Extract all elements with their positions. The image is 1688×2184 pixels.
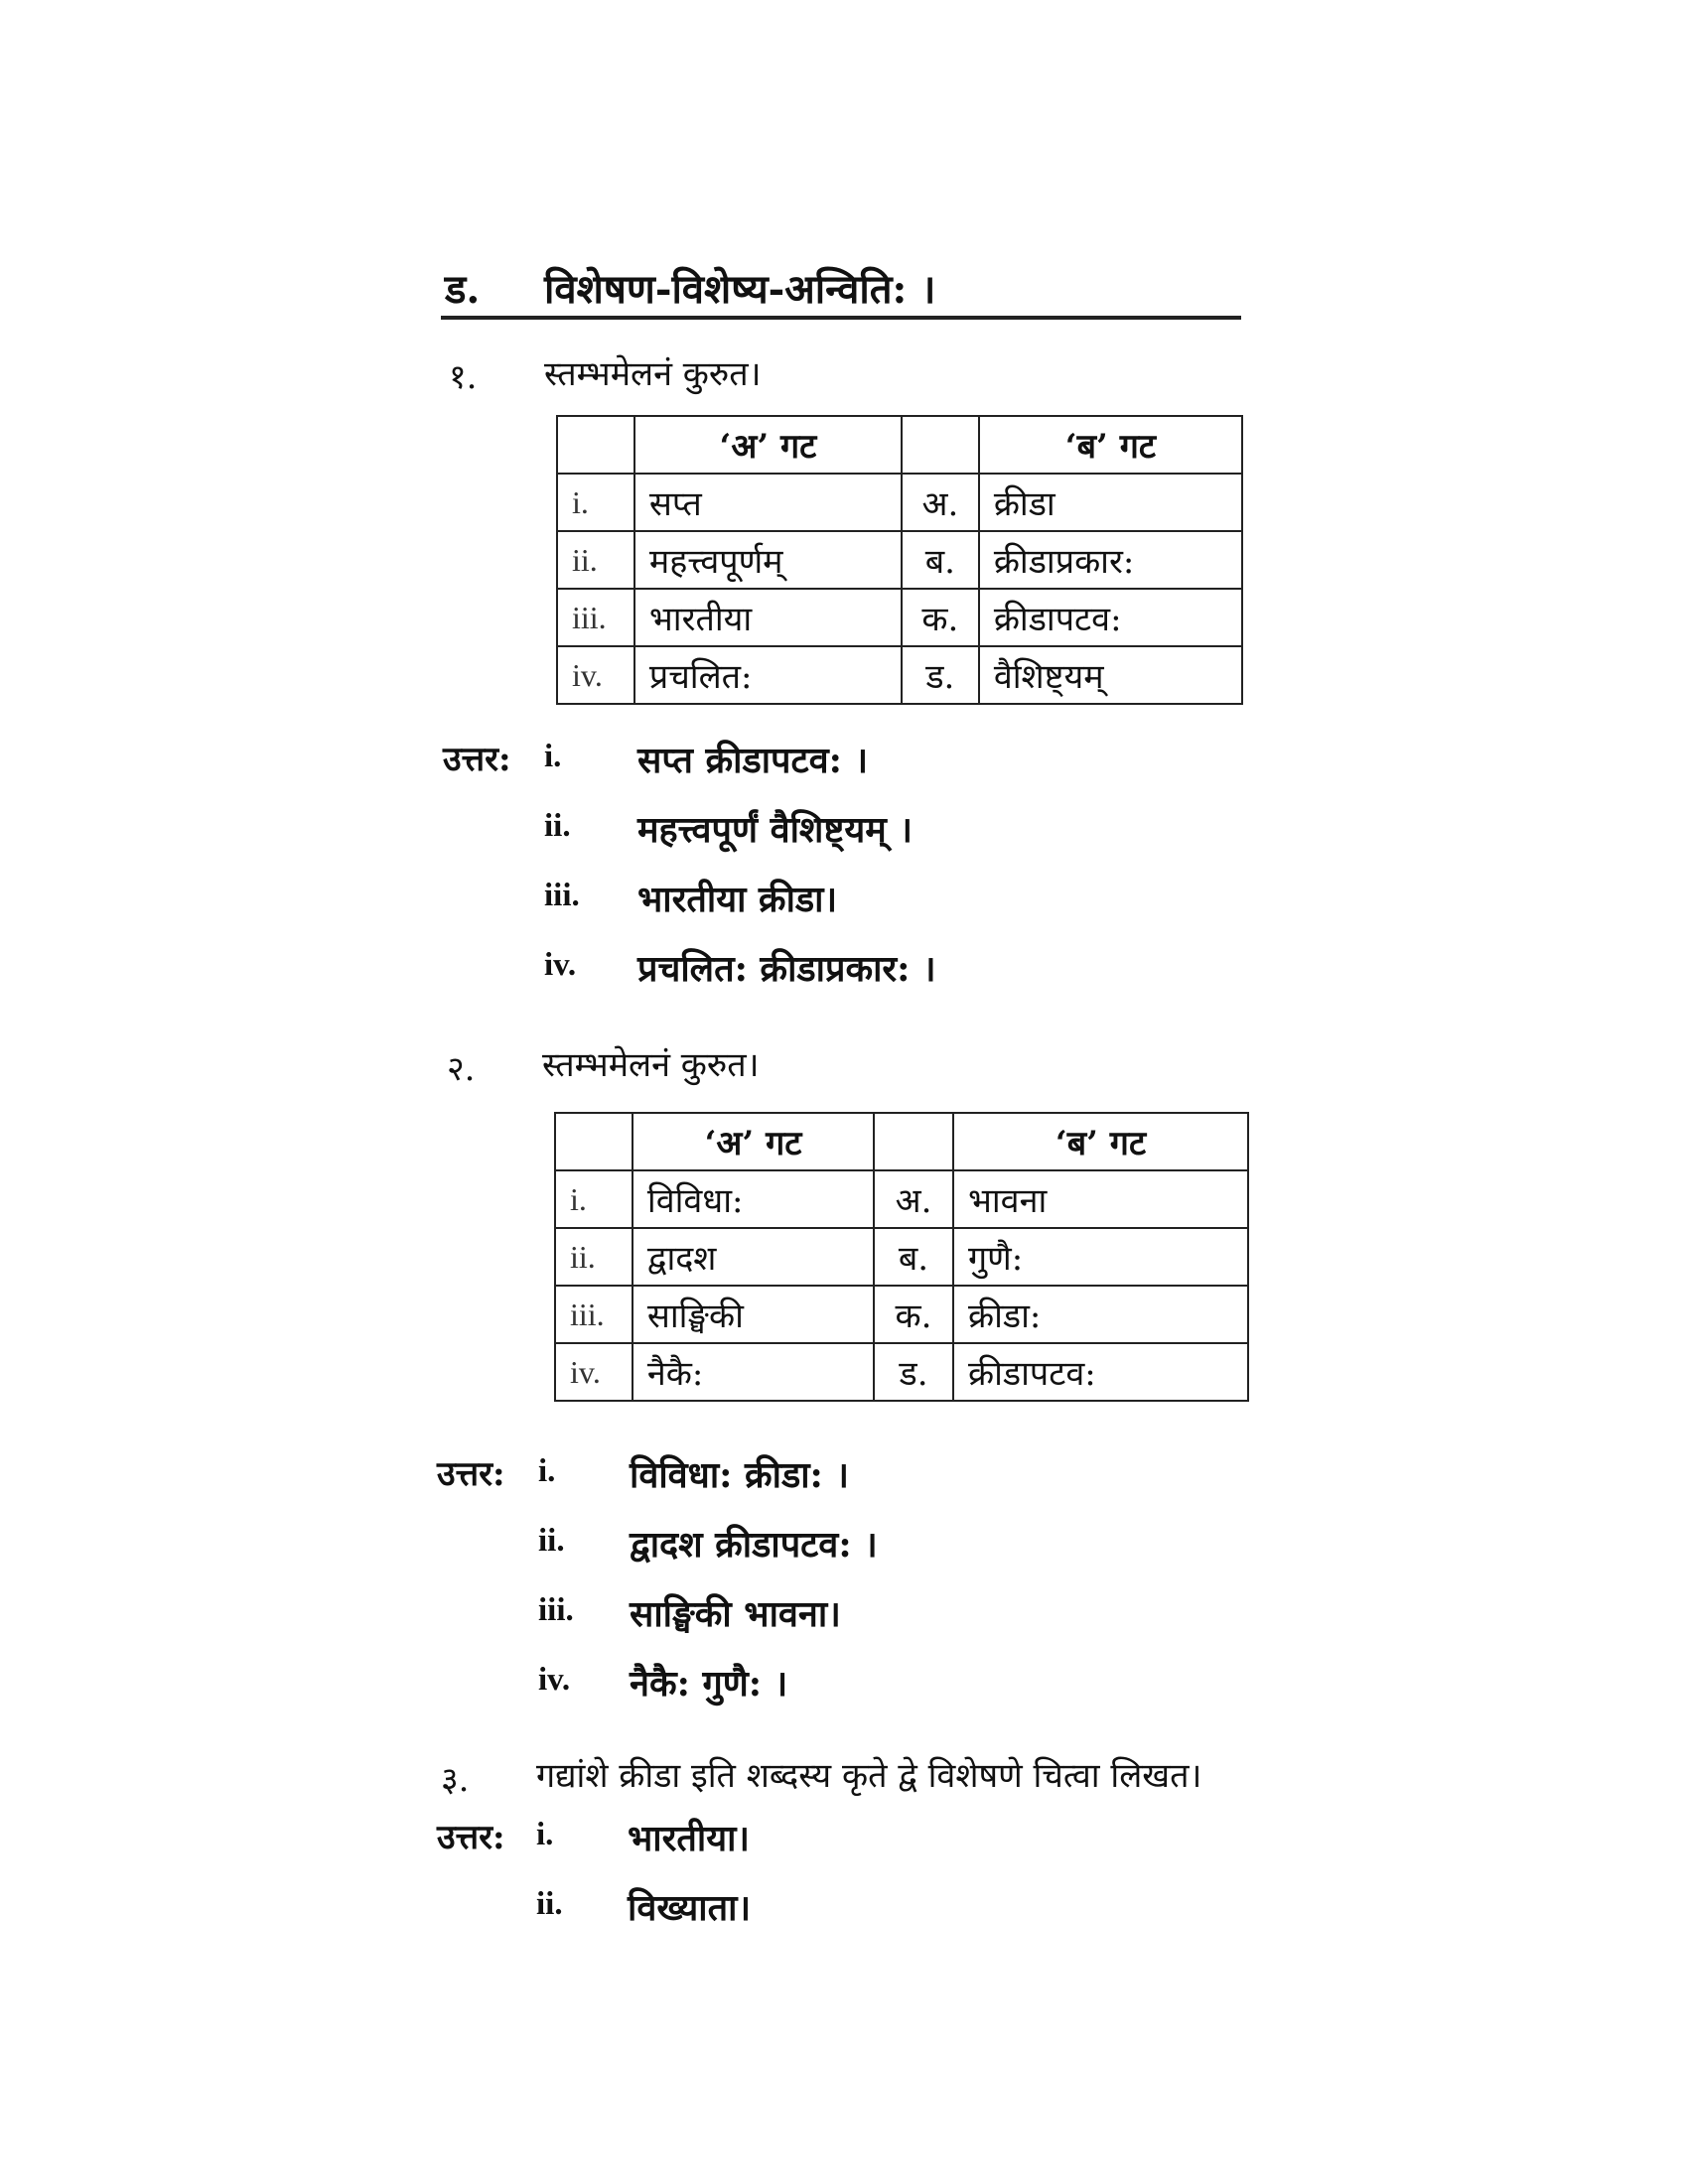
- table-header-row: [557, 416, 1242, 474]
- table-row: ii. द्वादश ब. गुणै:: [555, 1228, 1248, 1286]
- q2-answer-text: विविधा: क्रीडा: ।: [630, 1454, 849, 1496]
- table-row: ii. महत्त्वपूर्णम् ब. क्रीडाप्रकार:: [557, 531, 1242, 589]
- q1-answer-roman: iv.: [544, 947, 577, 983]
- q3-number: ३.: [441, 1760, 470, 1800]
- q1-match-table: [556, 415, 1243, 705]
- table-row: iv. नैकै: ड. क्रीडापटव:: [555, 1343, 1248, 1401]
- q1-answer-roman: ii.: [544, 808, 571, 844]
- table-row: iv. प्रचलित: ड. वैशिष्ट्यम्: [557, 646, 1242, 704]
- q1-answer-text: महत्त्वपूर्णं वैशिष्ट्यम् ।: [637, 809, 913, 851]
- q2-answer-text: साङ्घिकी भावना।: [630, 1593, 841, 1635]
- q2-answer-text: नैकै: गुणै: ।: [630, 1663, 788, 1705]
- q1-instruction: स्तम्भमेलनं कुरुत।: [544, 354, 762, 394]
- col-b-header: ‘ब’ गट: [979, 416, 1242, 474]
- q2-number: २.: [447, 1049, 476, 1089]
- q1-answer-label: उत्तर:: [443, 740, 511, 779]
- col-a-header: ‘अ’ गट: [633, 1113, 874, 1170]
- table-row: i. विविधा: अ. भावना: [555, 1170, 1248, 1228]
- header-rule: [441, 316, 1241, 320]
- table-row: iii. साङ्घिकी क. क्रीडा:: [555, 1286, 1248, 1343]
- col-a-header: ‘अ’ गट: [634, 416, 902, 474]
- table-header-row: [555, 1113, 1248, 1170]
- section-marker: ड.: [445, 266, 481, 313]
- table-row: i. सप्त अ. क्रीडा: [557, 474, 1242, 531]
- q3-answer-label: उत्तर:: [437, 1818, 505, 1857]
- section-title: विशेषण-विशेष्य-अन्विति: ।: [544, 266, 936, 313]
- q3-answer-text: भारतीया।: [628, 1818, 751, 1859]
- q2-answer-label: उत्तर:: [437, 1454, 505, 1494]
- col-b-header: ‘ब’ गट: [953, 1113, 1248, 1170]
- q2-match-table: [554, 1112, 1249, 1402]
- q1-answer-roman: iii.: [544, 878, 580, 913]
- q1-answer-text: सप्त क्रीडापटव: ।: [637, 740, 869, 781]
- q1-answer-text: प्रचलित: क्रीडाप्रकार: ।: [637, 948, 936, 990]
- q2-instruction: स्तम्भमेलनं कुरुत।: [542, 1045, 760, 1085]
- q3-instruction: गद्यांशे क्रीडा इति शब्दस्य कृते द्वे विशेषणे चित्वा लिखत।: [536, 1756, 1202, 1796]
- q3-answer-roman: i.: [536, 1817, 554, 1852]
- q2-answer-text: द्वादश क्रीडापटव: ।: [630, 1524, 878, 1566]
- q1-answer-roman: i.: [544, 739, 562, 774]
- q2-answer-roman: ii.: [538, 1523, 565, 1559]
- q2-answer-roman: i.: [538, 1453, 556, 1489]
- q3-answer-text: विख्याता।: [628, 1887, 752, 1929]
- q1-answer-text: भारतीया क्रीडा।: [637, 879, 838, 920]
- q2-answer-roman: iii.: [538, 1592, 574, 1628]
- table-row: iii. भारतीया क. क्रीडापटव:: [557, 589, 1242, 646]
- q1-number: १.: [449, 357, 478, 397]
- q2-answer-roman: iv.: [538, 1662, 571, 1698]
- q3-answer-roman: ii.: [536, 1886, 563, 1922]
